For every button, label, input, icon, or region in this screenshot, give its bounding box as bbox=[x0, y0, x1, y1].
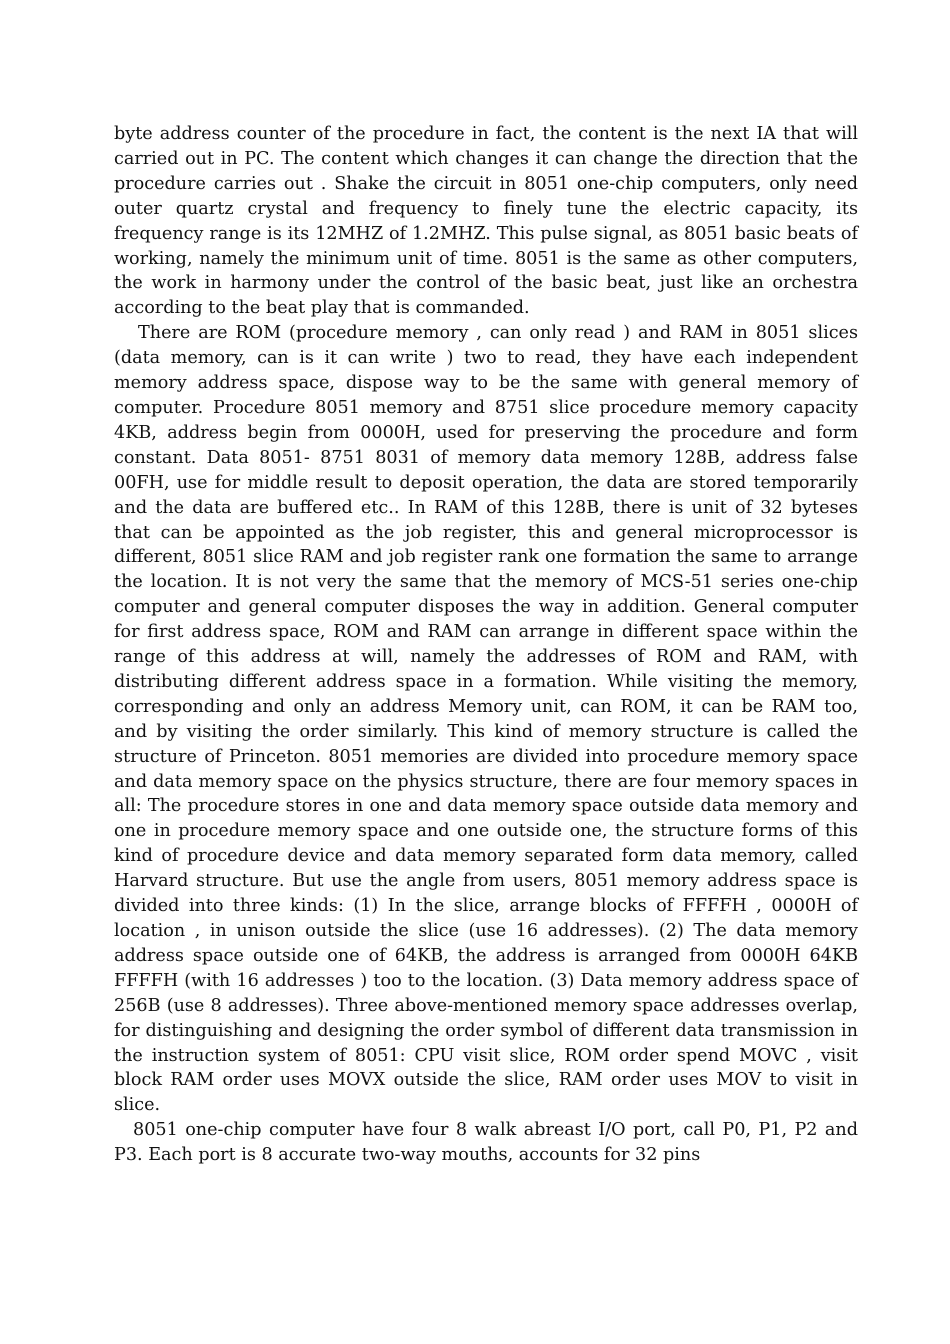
document-page bbox=[114, 122, 858, 1168]
paragraph-io-ports: 8051 one-chip computer have four 8 walk abreast I/O port, call P0, P1, P2 and P3. Each port is 8 accurate two-way mouths, accounts for 32 pins bbox=[114, 1120, 858, 1166]
paragraph-clock-circuit: byte address counter of the procedure in fact, the content is the next IA that will carried out in PC. The content which changes it can change the direction that the procedure carries out . Shake the circuit in 8051 one-chip computers, only need outer quartz crystal and frequency to finely tune the electric capacity, its frequency range is its 12MHZ of 1.2MHZ. This pulse signal, as 8051 basic beats of working, namely the minimum unit of time. 8051 is the same as other computers, the work in harmony under the control of the basic beat, just like an orchestra according to the beat play that is commanded. bbox=[114, 124, 858, 319]
paragraph-memory-structure: There are ROM (procedure memory , can only read ) and RAM in 8051 slices (data memory, can is it can write ) two to read, they have each independent memory address space, dispose way to be the same with general memory of computer. Procedure 8051 memory and 8751 slice procedure memory capacity 4KB, address begin from 0000H, used for preserving the procedure and form constant. Data 8051- 8751 8031 of memory data memory 128B, address false 00FH, use for middle result to deposit operation, the data are stored temporarily and the data are buffered etc.. In RAM of this 128B, there is unit of 32 byteses that can be appointed as the job register, this and general microprocessor is different, 8051 slice RAM and job register rank one formation the same to arrange the location. It is not very the same that the memory of MCS-51 series one-chip computer and general computer disposes the way in addition. General computer for first address space, ROM and RAM can arrange in different space within the range of this address at will, namely the addresses of ROM and RAM, with distributing different address space in a formation. While visiting the memory, corresponding and only an address Memory unit, can ROM, it can be RAM too, and by visiting the order similarly. This kind of memory structure is called the structure of Princeton. 8051 memories are divided into procedure memory space and data memory space on the physics structure, there are four memory spaces in all: The procedure stores in one and data memory space outside data memory and one in procedure memory space and one outside one, the structure forms of this kind of procedure device and data memory separated form data memory, called Harvard structure. But use the angle from users, 8051 memory address space is divided into three kinds: (1) In the slice, arrange blocks of FFFFH , 0000H of location , in unison outside the slice (use 16 addresses). (2) The data memory address space outside one of 64KB, the address is arranged from 0000H 64KB FFFFH (with 16 addresses ) too to the location. (3) Data memory address space of 256B (use 8 addresses). Three above-mentioned memory space addresses overlap, for distinguishing and designing the order symbol of different data transmission in the instruction system of 8051: CPU visit slice, ROM order spend MOVC , visit block RAM order uses MOVX outside the slice, RAM order uses MOV to visit in slice. bbox=[114, 323, 858, 1116]
